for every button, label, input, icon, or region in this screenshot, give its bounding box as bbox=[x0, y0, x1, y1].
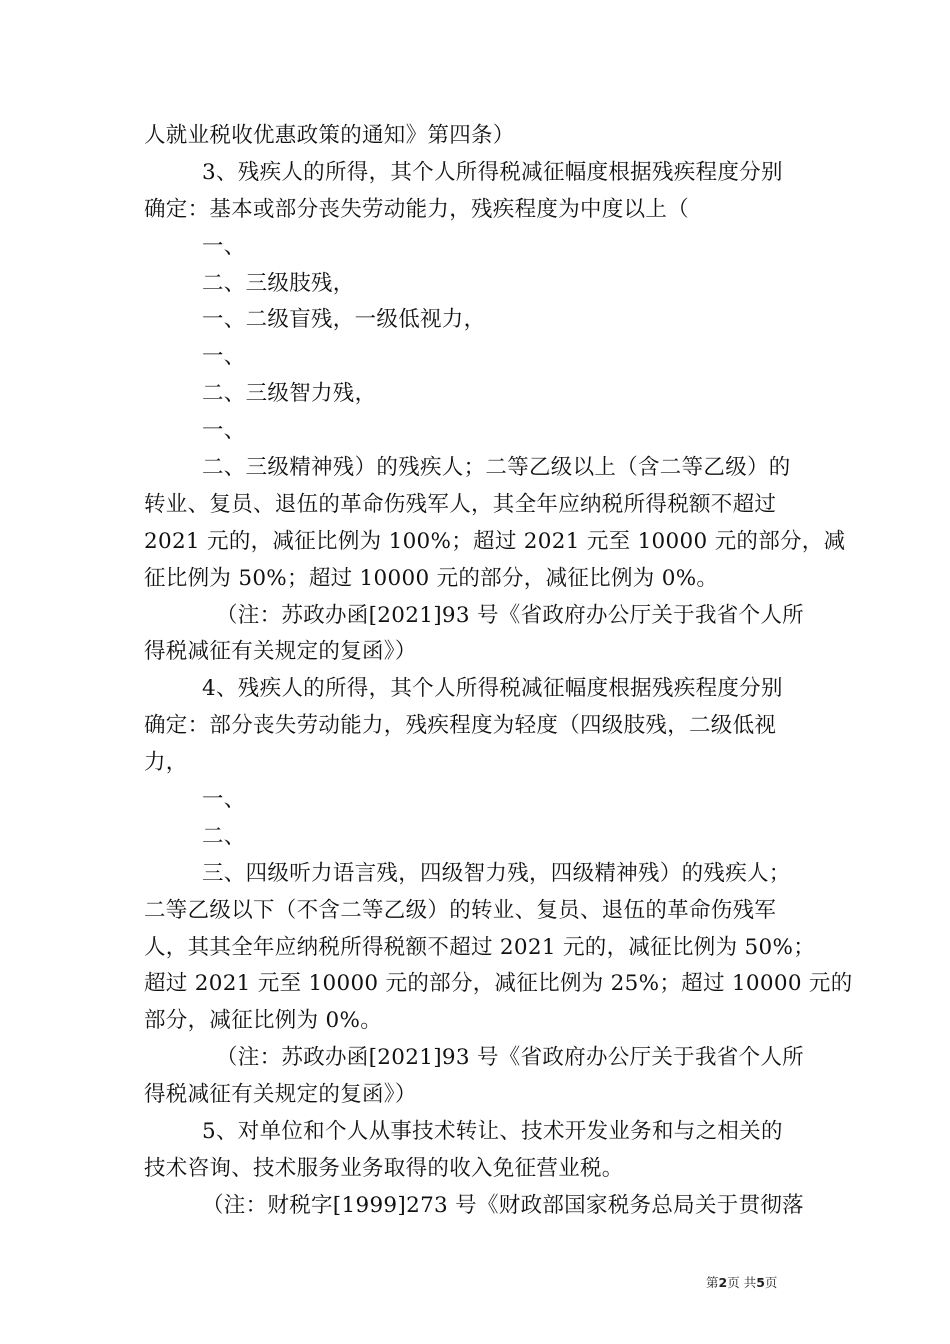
text-line: 得税减征有关规定的复函》） bbox=[144, 1082, 417, 1108]
text-line: 3、残疾人的所得，其个人所得税减征幅度根据残疾程度分别 bbox=[202, 159, 783, 185]
text-line: 一、 bbox=[202, 787, 246, 813]
text-line: 技术咨询、技术服务业务取得的收入免征营业税。 bbox=[144, 1155, 624, 1181]
footer-suffix: 页 bbox=[764, 1275, 778, 1290]
document-body bbox=[144, 118, 853, 1225]
text-line: 4、残疾人的所得，其个人所得税减征幅度根据残疾程度分别 bbox=[202, 676, 783, 702]
text-line: 2021 元的，减征比例为 100%；超过 2021 元至 10000 元的部分，减 bbox=[144, 528, 846, 554]
text-line: 一、 bbox=[202, 233, 246, 259]
text-line: 二等乙级以下（不含二等乙级）的转业、复员、退伍的革命伤残军 bbox=[144, 897, 777, 923]
text-line: （注：苏政办函[2021]93 号《省政府办公厅关于我省个人所 bbox=[216, 1045, 804, 1071]
text-line: （注：财税字[1999]273 号《财政部国家税务总局关于贯彻落 bbox=[202, 1192, 804, 1218]
total-pages-number: 5 bbox=[756, 1275, 765, 1290]
text-line: 转业、复员、退伍的革命伤残军人，其全年应纳税所得税额不超过 bbox=[144, 491, 777, 517]
footer-prefix: 第 bbox=[706, 1275, 719, 1290]
text-line: 三、四级听力语言残，四级智力残，四级精神残）的残疾人； bbox=[202, 860, 791, 886]
footer-middle: 页 共 bbox=[727, 1275, 757, 1290]
text-line: 征比例为 50%；超过 10000 元的部分，减征比例为 0%。 bbox=[144, 565, 719, 591]
text-line: 人就业税收优惠政策的通知》第四条） bbox=[144, 123, 515, 148]
text-line: 二、三级肢残， bbox=[202, 270, 355, 296]
text-line: 得税减征有关规定的复函》） bbox=[144, 639, 417, 665]
text-line: 一、二级盲残，一级低视力， bbox=[202, 307, 486, 333]
text-line: 一、 bbox=[202, 344, 246, 370]
current-page-number: 2 bbox=[718, 1275, 728, 1290]
text-line: 二、 bbox=[202, 823, 246, 849]
text-line: 力， bbox=[144, 750, 188, 776]
text-line: 二、三级精神残）的残疾人；二等乙级以上（含二等乙级）的 bbox=[202, 455, 791, 481]
text-line: 超过 2021 元至 10000 元的部分，减征比例为 25%；超过 10000 元的 bbox=[144, 971, 853, 997]
page-footer bbox=[706, 1275, 816, 1291]
text-line: 确定：部分丧失劳动能力，残疾程度为轻度（四级肢残，二级低视 bbox=[144, 713, 777, 739]
text-line: 5、对单位和个人从事技术转让、技术开发业务和与之相关的 bbox=[202, 1119, 783, 1145]
text-line: 二、三级智力残， bbox=[202, 381, 377, 407]
text-line: 部分，减征比例为 0%。 bbox=[144, 1008, 383, 1034]
text-line: 一、 bbox=[202, 418, 246, 444]
text-line: 人，其其全年应纳税所得税额不超过 2021 元的，减征比例为 50%； bbox=[144, 934, 816, 960]
text-line: （注：苏政办函[2021]93 号《省政府办公厅关于我省个人所 bbox=[216, 602, 804, 628]
text-line: 确定：基本或部分丧失劳动能力，残疾程度为中度以上（ bbox=[144, 196, 690, 222]
